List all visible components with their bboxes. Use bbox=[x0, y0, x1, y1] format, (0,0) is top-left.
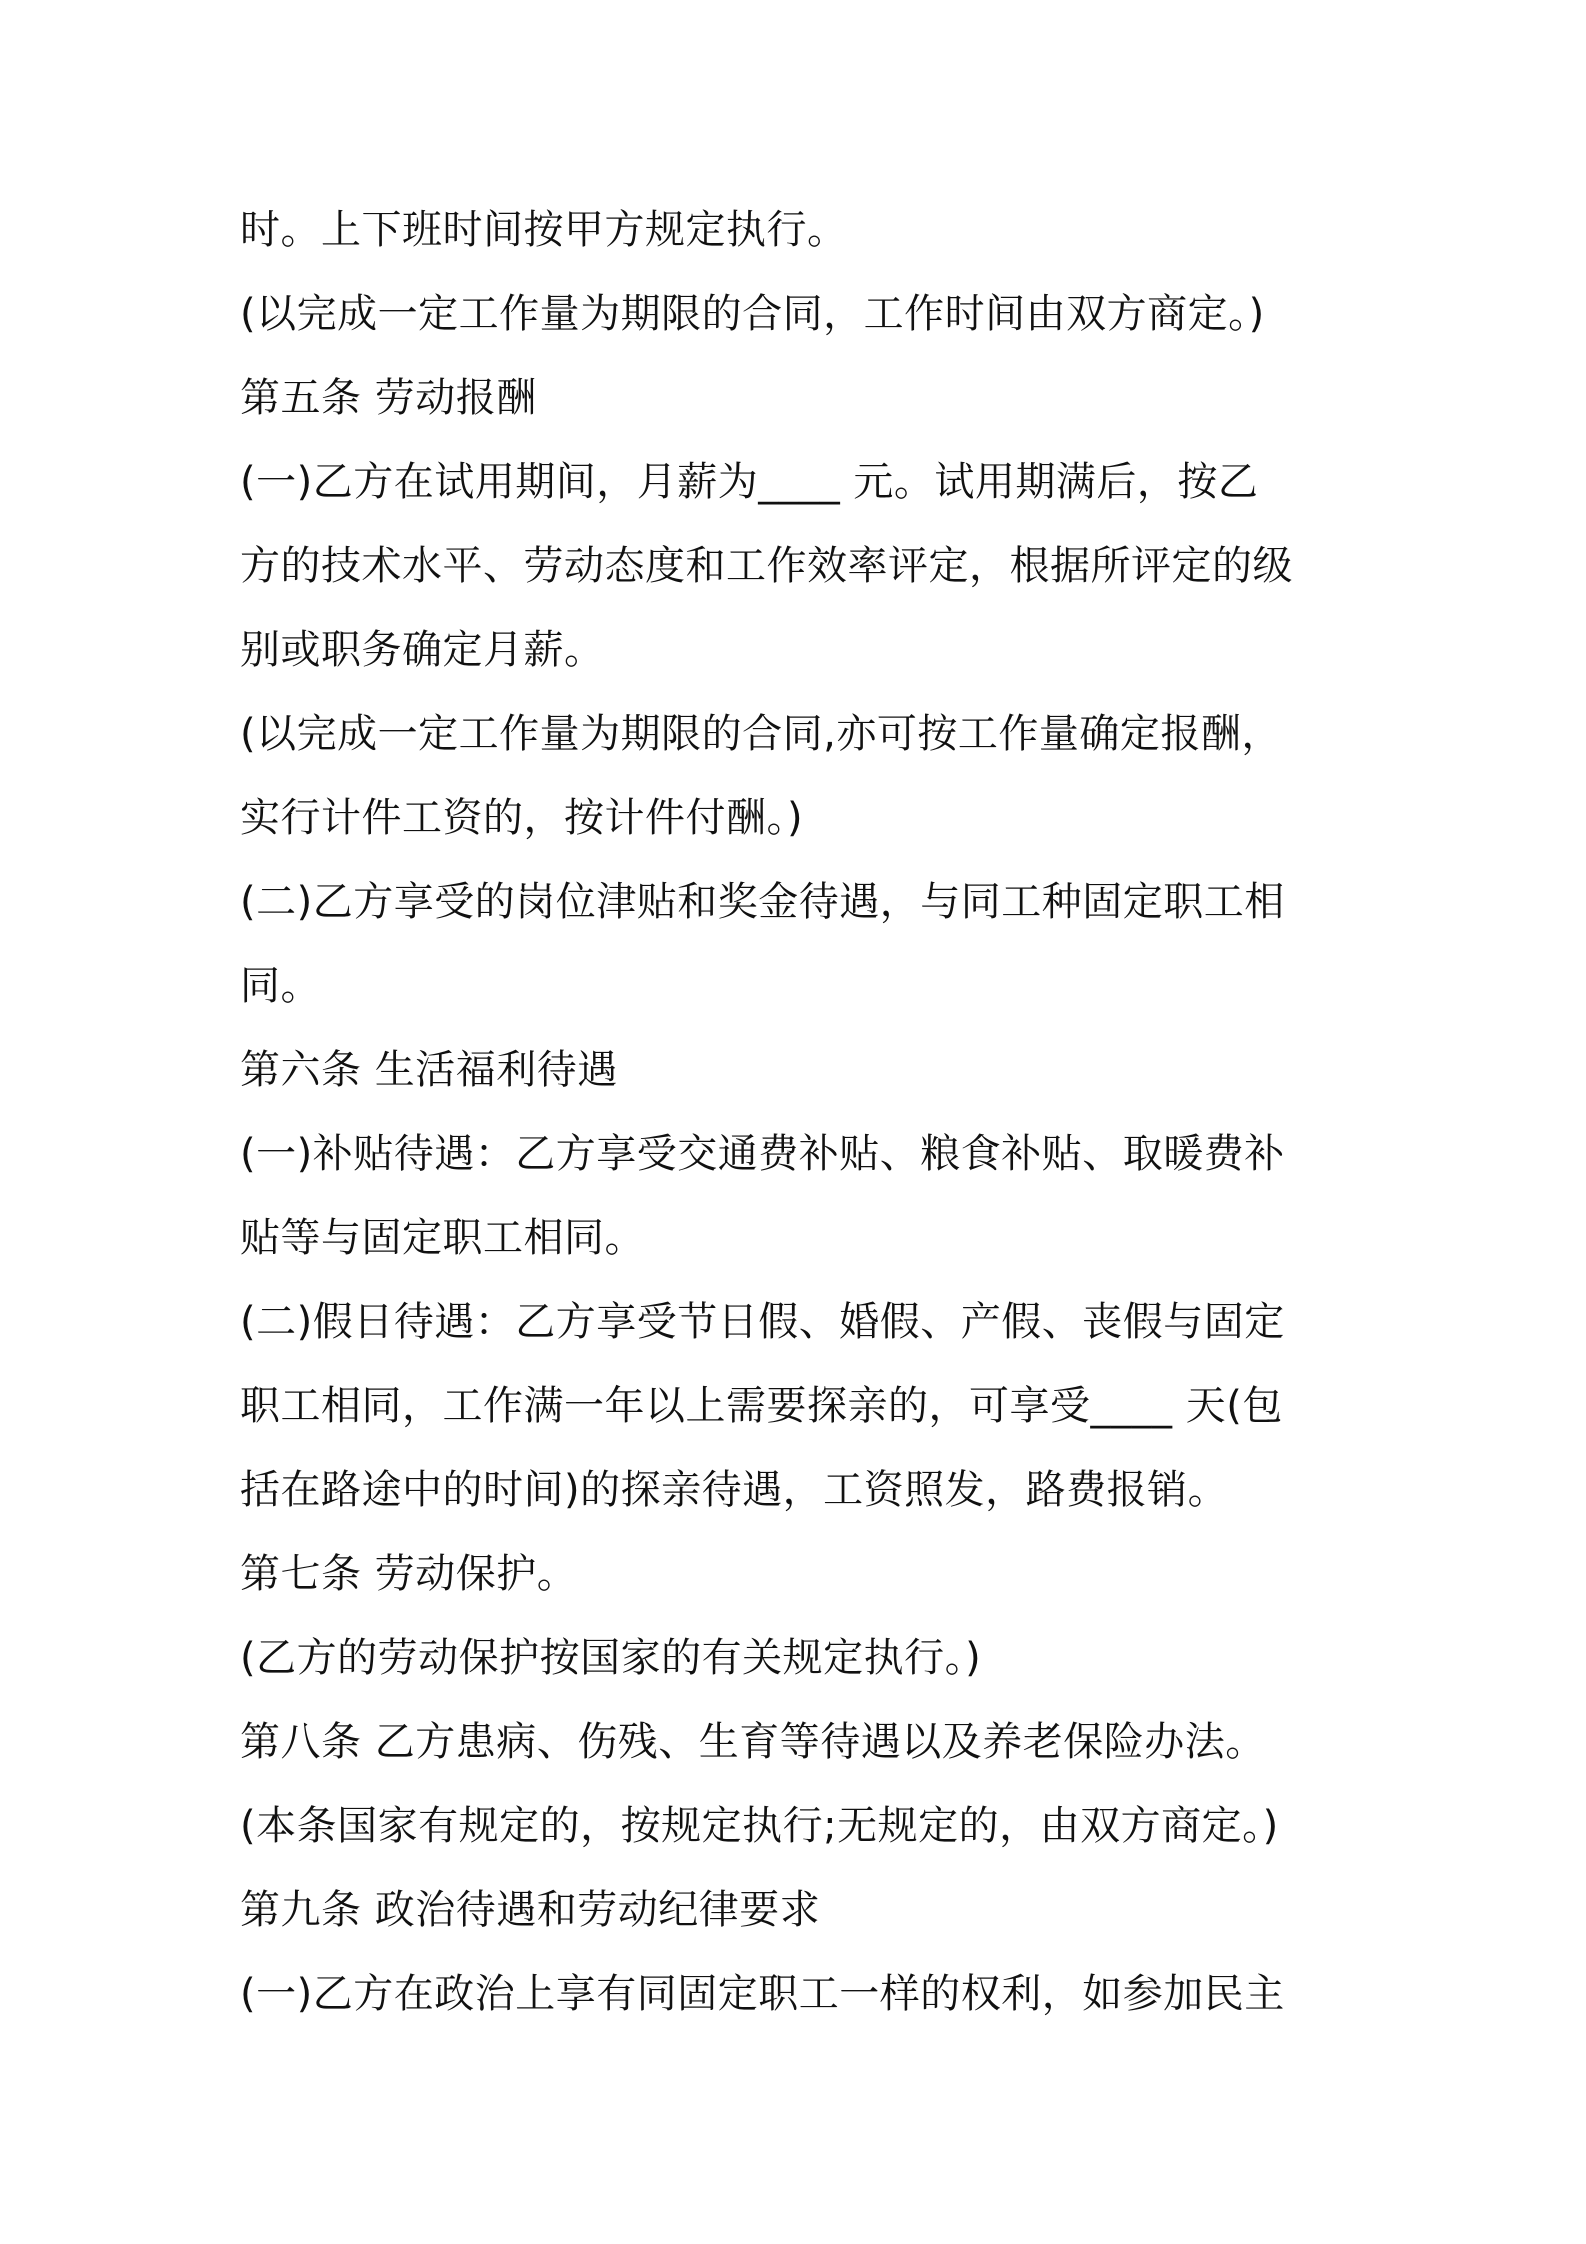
article-heading: 第五条 劳动报酬 bbox=[240, 375, 537, 421]
text-line: 实行计件工资的，按计件付酬。) bbox=[240, 795, 804, 841]
text-line: 括在路途中的时间)的探亲待遇，工资照发，路费报销。 bbox=[240, 1467, 1229, 1513]
text-line: 职工相同，工作满一年以上需要探亲的，可享受____ 天(包 bbox=[240, 1383, 1283, 1429]
text-line: (以完成一定工作量为期限的合同,亦可按工作量确定报酬， bbox=[240, 711, 1282, 757]
text-line: 贴等与固定职工相同。 bbox=[240, 1215, 645, 1261]
text-line: (二)假日待遇：乙方享受节日假、婚假、产假、丧假与固定 bbox=[240, 1299, 1285, 1345]
text-line: 方的技术水平、劳动态度和工作效率评定，根据所评定的级 bbox=[240, 543, 1293, 589]
text-line: 别或职务确定月薪。 bbox=[240, 627, 605, 673]
text-line: (一)乙方在试用期间，月薪为____ 元。试用期满后，按乙 bbox=[240, 459, 1259, 505]
article-heading: 第六条 生活福利待遇 bbox=[240, 1047, 618, 1093]
article-heading: 第八条 乙方患病、伤残、生育等待遇以及养老保险办法。 bbox=[240, 1719, 1266, 1765]
text-line: 时。上下班时间按甲方规定执行。 bbox=[240, 207, 848, 253]
text-line: (本条国家有规定的，按规定执行;无规定的，由双方商定。) bbox=[240, 1803, 1279, 1849]
text-line: (一)乙方在政治上享有同固定职工一样的权利，如参加民主 bbox=[240, 1971, 1285, 2017]
text-line: 同。 bbox=[240, 963, 321, 1009]
article-heading: 第九条 政治待遇和劳动纪律要求 bbox=[240, 1887, 821, 1933]
text-line: (二)乙方享受的岗位津贴和奖金待遇，与同工种固定职工相 bbox=[240, 879, 1285, 925]
text-line: (以完成一定工作量为期限的合同，工作时间由双方商定。) bbox=[240, 291, 1265, 337]
text-line: (乙方的劳动保护按国家的有关规定执行。) bbox=[240, 1635, 982, 1681]
article-heading: 第七条 劳动保护。 bbox=[240, 1551, 578, 1597]
contract-text bbox=[240, 188, 1365, 2036]
text-line: (一)补贴待遇：乙方享受交通费补贴、粮食补贴、取暖费补 bbox=[240, 1131, 1285, 1177]
